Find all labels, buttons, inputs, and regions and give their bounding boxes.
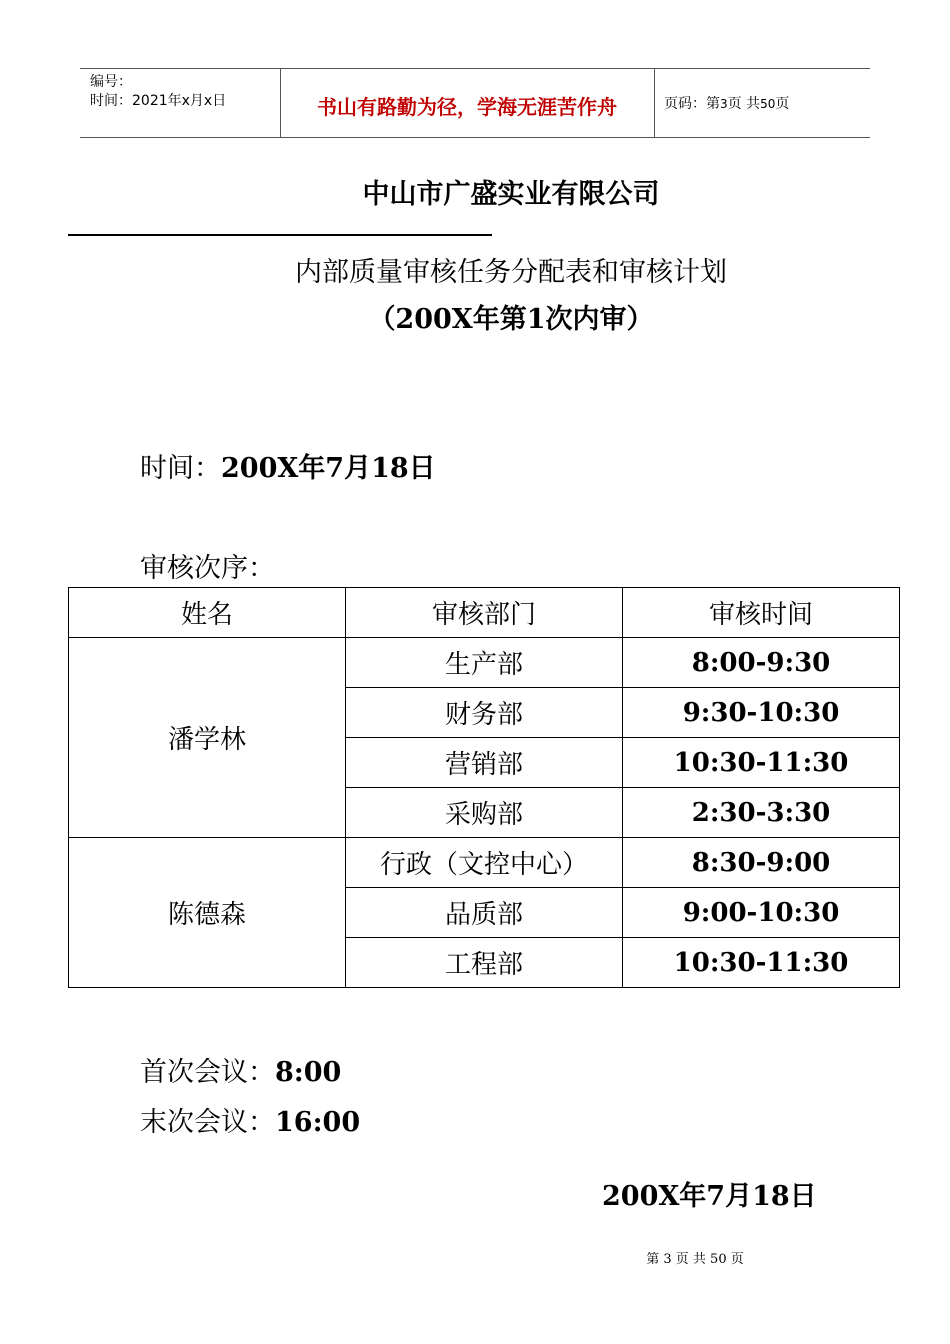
audit-date-value: 200X年7月18日 — [221, 453, 436, 484]
table-header-row — [69, 588, 900, 638]
table-row — [69, 838, 900, 888]
department-cell: 行政（文控中心） — [346, 838, 623, 888]
page-mid: 页 共 — [727, 96, 761, 112]
header-time: 审核时间 — [623, 588, 900, 638]
audit-date — [140, 446, 436, 485]
header-page-info — [664, 93, 789, 113]
department-cell: 采购部 — [346, 788, 623, 838]
page-total: 50 — [760, 97, 776, 111]
time-cell: 8:00-9:30 — [623, 638, 900, 688]
page-prefix: 页码：第 — [664, 96, 720, 112]
department-cell: 生产部 — [346, 638, 623, 688]
audit-date-label: 时间： — [140, 453, 221, 484]
header-motto: 书山有路勤为径，学海无涯苦作舟 — [317, 95, 617, 119]
last-meeting-time: 16:00 — [275, 1107, 361, 1138]
auditor-name: 潘学林 — [69, 638, 346, 838]
company-name: 中山市广盛实业有限公司 — [362, 179, 660, 210]
department-cell: 营销部 — [346, 738, 623, 788]
last-meeting — [140, 1100, 360, 1139]
last-meeting-label: 末次会议： — [140, 1107, 275, 1138]
header-name: 姓名 — [69, 588, 346, 638]
header-number: 编号： — [90, 74, 132, 90]
time-cell: 2:30-3:30 — [623, 788, 900, 838]
table-row — [69, 638, 900, 688]
document-subtitle: （200X年第1次内审） — [368, 304, 654, 335]
page-suffix: 页 — [775, 96, 790, 112]
audit-schedule-table — [68, 587, 900, 988]
time-cell: 8:30-9:00 — [623, 838, 900, 888]
page-current: 3 — [720, 97, 728, 111]
auditor-name: 陈德森 — [69, 838, 346, 988]
page-header — [80, 68, 870, 138]
time-cell: 9:30-10:30 — [623, 688, 900, 738]
header-divider — [654, 69, 655, 137]
sign-date: 200X年7月18日 — [602, 1181, 817, 1212]
department-cell: 品质部 — [346, 888, 623, 938]
sequence-heading — [140, 546, 275, 585]
first-meeting-label: 首次会议： — [140, 1057, 275, 1088]
header-department: 审核部门 — [346, 588, 623, 638]
time-cell: 10:30-11:30 — [623, 938, 900, 988]
department-cell: 工程部 — [346, 938, 623, 988]
document-title: 内部质量审核任务分配表和审核计划 — [295, 257, 727, 288]
page-footer: 第 3 页 共 50 页 — [646, 1252, 744, 1267]
first-meeting-time: 8:00 — [275, 1057, 342, 1088]
title-rule — [68, 234, 492, 236]
first-meeting — [140, 1050, 341, 1089]
header-time: 时间：2021年x月x日 — [90, 93, 227, 109]
time-cell: 10:30-11:30 — [623, 738, 900, 788]
header-meta — [90, 73, 226, 111]
sequence-label: 审核次序： — [140, 553, 275, 584]
time-cell: 9:00-10:30 — [623, 888, 900, 938]
department-cell: 财务部 — [346, 688, 623, 738]
